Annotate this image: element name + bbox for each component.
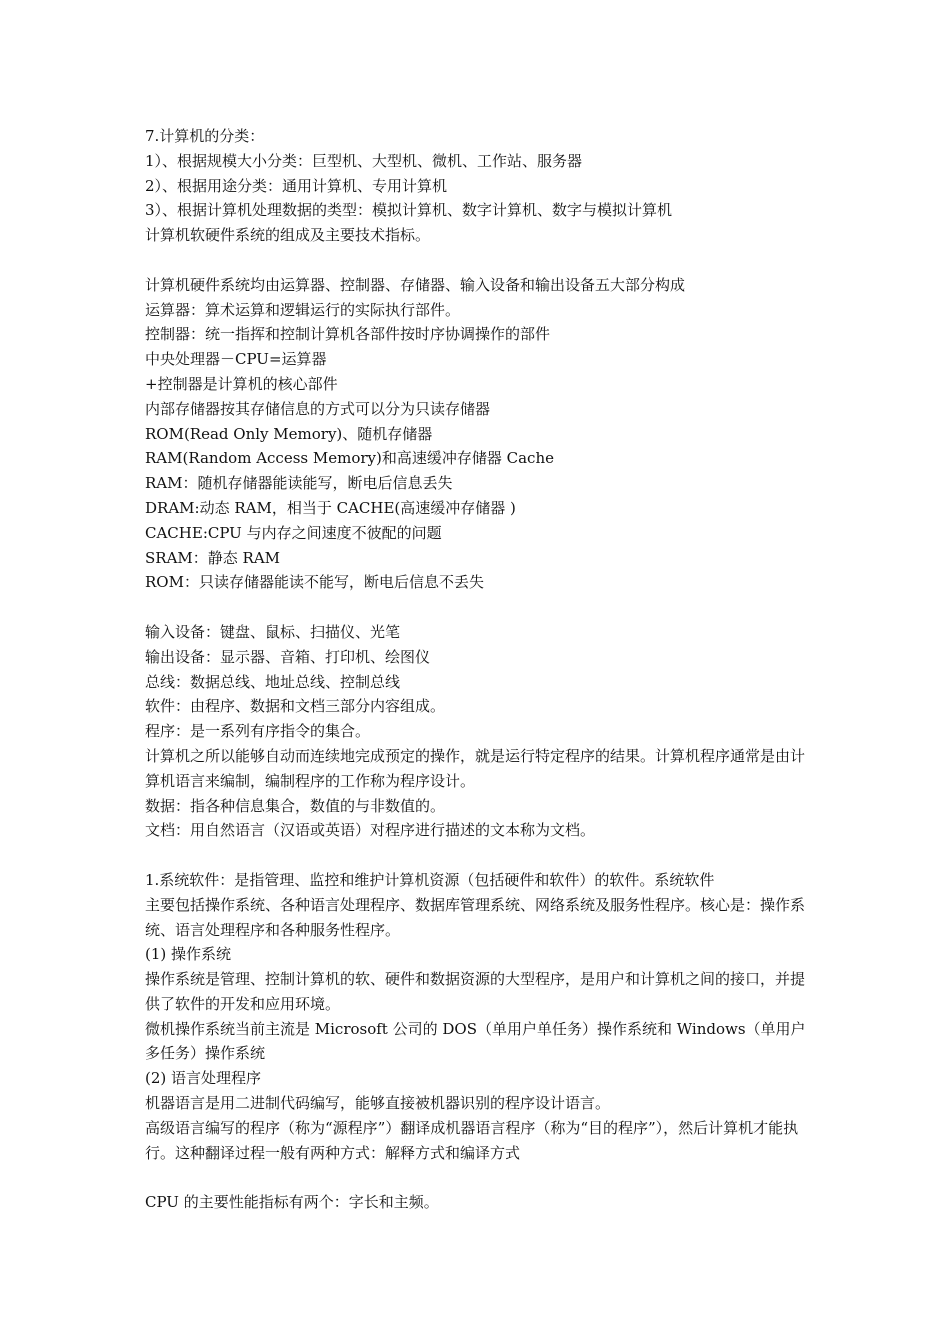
text-line: 1）、根据规模大小分类：巨型机、大型机、微机、工作站、服务器 (145, 151, 583, 170)
text-line: 程序：是一系列有序指令的集合。 (145, 722, 371, 741)
text-line: (2) 语言处理程序 (145, 1069, 262, 1088)
text-line: (1) 操作系统 (145, 945, 232, 964)
text-line: 输出设备：显示器、音箱、打印机、绘图仪 (145, 647, 431, 666)
text-line: RAM(Random Access Memory)和高速缓冲存储器 Cache (145, 449, 554, 468)
blank-line (145, 843, 813, 868)
text-line: CACHE:CPU 与内存之间速度不彼配的问题 (145, 523, 442, 542)
document-body (145, 124, 813, 1215)
text-line: 计算机软硬件系统的组成及主要技术指标。 (145, 226, 431, 245)
text-line: 高级语言编写的程序（称为“源程序”）翻译成机器语言程序（称为“目的程序”），然后计算机才能执行。这种翻译过程一般有两种方式：解释方式和编译方式 (145, 1118, 799, 1162)
text-line: 内部存储器按其存储信息的方式可以分为只读存储器 (145, 399, 491, 418)
text-line: 输入设备：键盘、鼠标、扫描仪、光笔 (145, 622, 401, 641)
text-line: 操作系统是管理、控制计算机的软、硬件和数据资源的大型程序，是用户和计算机之间的接口，并提供了软件的开发和应用环境。 (145, 970, 806, 1013)
text-line: SRAM：静态 RAM (145, 548, 281, 567)
text-line: CPU 的主要性能指标有两个：字长和主频。 (145, 1193, 439, 1212)
text-line: +控制器是计算机的核心部件 (145, 374, 338, 393)
text-line: ROM(Read Only Memory)、随机存储器 (145, 424, 433, 443)
text-line: 主要包括操作系统、各种语言处理程序、数据库管理系统、网络系统及服务性程序。核心是：操作系统、语言处理程序和各种服务性程序。 (145, 895, 806, 939)
text-line: 7.计算机的分类： (145, 127, 265, 145)
blank-line (145, 248, 813, 273)
blank-line (145, 595, 813, 620)
blank-line (145, 1165, 813, 1190)
text-line: 运算器：算术运算和逻辑运行的实际执行部件。 (145, 300, 461, 319)
text-line: 软件：由程序、数据和文档三部分内容组成。 (145, 697, 446, 716)
text-line: 3）、根据计算机处理数据的类型：模拟计算机、数字计算机、数字与模拟计算机 (145, 201, 673, 220)
text-line: 中央处理器－CPU=运算器 (145, 350, 327, 369)
text-line: 机器语言是用二进制代码编写，能够直接被机器识别的程序设计语言。 (145, 1094, 611, 1113)
text-line: 计算机之所以能够自动而连续地完成预定的操作，就是运行特定程序的结果。计算机程序通常是由计算机语言来编制，编制程序的工作称为程序设计。 (145, 746, 806, 790)
text-line: 文档：用自然语言（汉语或英语）对程序进行描述的文本称为文档。 (145, 821, 596, 840)
text-line: 计算机硬件系统均由运算器、控制器、存储器、输入设备和输出设备五大部分构成 (145, 275, 686, 294)
text-line: ROM：只读存储器能读不能写，断电后信息不丢失 (145, 573, 484, 592)
text-line: DRAM:动态 RAM，相当于 CACHE(高速缓冲存储器 ) (145, 498, 516, 517)
text-line: 控制器：统一指挥和控制计算机各部件按时序协调操作的部件 (145, 325, 551, 344)
text-line: 数据：指各种信息集合，数值的与非数值的。 (145, 796, 446, 815)
text-line: 2）、根据用途分类：通用计算机、专用计算机 (145, 176, 448, 195)
text-line: 1.系统软件：是指管理、监控和维护计算机资源（包括硬件和软件）的软件。系统软件 (145, 870, 715, 889)
text-line: 微机操作系统当前主流是 Microsoft 公司的 DOS（单用户单任务）操作系统和 Windows（单用户多任务）操作系统 (145, 1019, 806, 1063)
text-line: RAM：随机存储器能读能写，断电后信息丢失 (145, 474, 453, 493)
text-line: 总线：数据总线、地址总线、控制总线 (145, 672, 401, 691)
